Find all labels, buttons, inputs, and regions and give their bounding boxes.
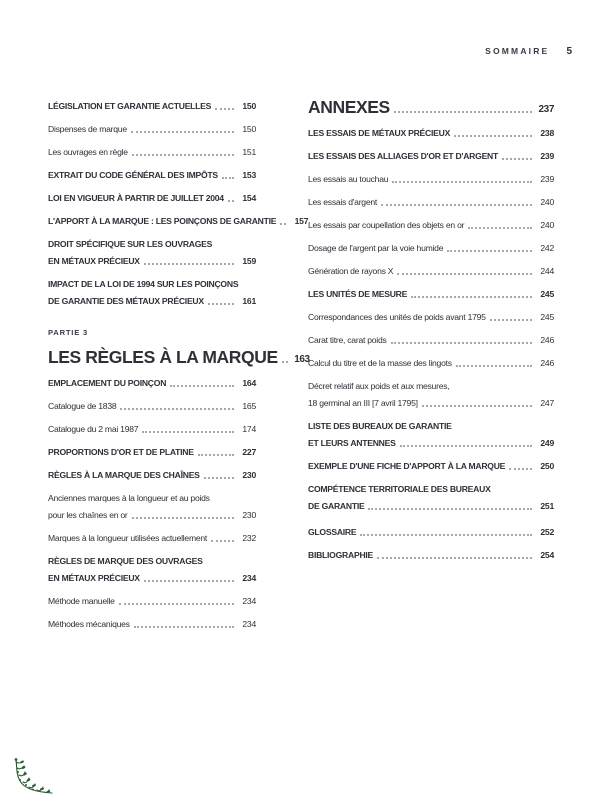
dot-leader bbox=[282, 361, 288, 363]
dot-leader bbox=[381, 204, 532, 206]
toc-entry-label: LES UNITÉS DE MESURE bbox=[308, 289, 408, 299]
toc-entry-label: RÈGLES À LA MARQUE DES CHAÎNES bbox=[48, 470, 200, 480]
toc-entry bbox=[48, 278, 256, 307]
page-ref: 246 bbox=[540, 358, 554, 368]
toc-entry-label: LES ESSAIS DES ALLIAGES D'OR ET D'ARGENT bbox=[308, 151, 499, 161]
toc-entry-label: Dosage de l'argent par la voie humide bbox=[308, 243, 444, 253]
page-ref: 157 bbox=[294, 216, 309, 226]
toc-entry bbox=[308, 127, 554, 139]
dot-leader bbox=[360, 534, 532, 536]
toc-entry bbox=[308, 288, 554, 300]
toc-entry-label: Anciennes marques à la longueur et au poids bbox=[48, 493, 210, 503]
page-ref: 237 bbox=[538, 104, 554, 115]
dot-leader bbox=[468, 227, 532, 229]
toc-section-heading bbox=[308, 97, 554, 117]
toc-entry bbox=[48, 555, 256, 584]
page-ref: 249 bbox=[540, 438, 554, 448]
toc-section-heading bbox=[48, 347, 310, 367]
dot-leader bbox=[368, 508, 532, 510]
toc-entry bbox=[48, 377, 256, 389]
dot-leader bbox=[215, 108, 234, 110]
toc-entry-label: EXTRAIT DU CODE GÉNÉRAL DES IMPÔTS bbox=[48, 170, 218, 180]
page-ref: 246 bbox=[540, 335, 554, 345]
toc-entry-label: DE GARANTIE DES MÉTAUX PRÉCIEUX bbox=[48, 296, 204, 306]
dot-leader bbox=[132, 154, 234, 156]
toc-entry bbox=[48, 618, 256, 630]
dot-leader bbox=[502, 158, 532, 160]
toc-entry bbox=[48, 123, 256, 135]
toc-entry bbox=[48, 400, 256, 412]
dot-leader bbox=[392, 181, 532, 183]
toc-entry-label: EN MÉTAUX PRÉCIEUX bbox=[48, 573, 140, 583]
toc-entry bbox=[48, 469, 256, 481]
dot-leader bbox=[119, 603, 234, 605]
toc-entry-label: pour les chaînes en or bbox=[48, 510, 128, 520]
toc-entry-label: Catalogue du 2 mai 1987 bbox=[48, 424, 139, 434]
dot-leader bbox=[222, 177, 234, 179]
toc-entry-label: LES ESSAIS DE MÉTAUX PRÉCIEUX bbox=[308, 128, 451, 138]
toc-entry bbox=[48, 215, 309, 227]
toc-entry bbox=[308, 173, 554, 185]
page-header bbox=[485, 46, 572, 57]
page-ref: 234 bbox=[242, 573, 256, 583]
dot-leader bbox=[211, 540, 234, 542]
toc-entry bbox=[308, 311, 554, 323]
dot-leader bbox=[391, 342, 532, 344]
toc-entry bbox=[308, 483, 554, 512]
toc-entry bbox=[308, 265, 554, 277]
toc-entry-label: LES RÈGLES À LA MARQUE bbox=[48, 347, 278, 367]
toc-entry bbox=[308, 380, 554, 409]
toc-entry-label: LOI EN VIGUEUR À PARTIR DE JUILLET 2004 bbox=[48, 193, 224, 203]
toc-entry-label: Marques à la longueur utilisées actuellement bbox=[48, 533, 208, 543]
page-ref: 242 bbox=[540, 243, 554, 253]
page-ref: 161 bbox=[242, 296, 256, 306]
toc-entry-label: 18 germinal an III [7 avril 1795] bbox=[308, 398, 418, 408]
dot-leader bbox=[208, 303, 234, 305]
toc-entry-label: GLOSSAIRE bbox=[308, 527, 357, 537]
toc-entry bbox=[48, 492, 256, 521]
dot-leader bbox=[144, 263, 234, 265]
toc-entry-label: LISTE DES BUREAUX DE GARANTIE bbox=[308, 421, 452, 431]
page-ref: 227 bbox=[242, 447, 256, 457]
toc-entry bbox=[308, 549, 554, 561]
dot-leader bbox=[131, 131, 234, 133]
dot-leader bbox=[134, 626, 234, 628]
dot-leader bbox=[144, 580, 234, 582]
toc-entry-label: RÈGLES DE MARQUE DES OUVRAGES bbox=[48, 556, 203, 566]
dot-leader bbox=[454, 135, 532, 137]
toc-entry-label: EN MÉTAUX PRÉCIEUX bbox=[48, 256, 140, 266]
dot-leader bbox=[422, 405, 532, 407]
toc-entry bbox=[308, 526, 554, 538]
toc-entry bbox=[308, 150, 554, 162]
toc-entry bbox=[48, 532, 256, 544]
toc-entry bbox=[308, 357, 554, 369]
toc-entry-label: Les essais d'argent bbox=[308, 197, 378, 207]
toc-entry-label: L'APPORT À LA MARQUE : LES POINÇONS DE GARANTIE bbox=[48, 216, 277, 226]
toc-entry bbox=[48, 100, 256, 112]
page-ref: 150 bbox=[242, 124, 256, 134]
toc-entry-label: DE GARANTIE bbox=[308, 501, 365, 511]
folio-page-number: 5 bbox=[566, 46, 572, 57]
toc-entry bbox=[48, 423, 256, 435]
toc-column-right bbox=[308, 95, 554, 572]
page-ref: 163 bbox=[294, 354, 310, 365]
toc-entry-label: Carat titre, carat poids bbox=[308, 335, 387, 345]
toc-entry bbox=[48, 146, 256, 158]
page-ref: 154 bbox=[242, 193, 256, 203]
dot-leader bbox=[120, 408, 234, 410]
page-ref: 164 bbox=[242, 378, 256, 388]
page-ref: 245 bbox=[540, 312, 554, 322]
page-ref: 250 bbox=[540, 461, 554, 471]
page-ref: 240 bbox=[540, 197, 554, 207]
page-ref: 174 bbox=[242, 424, 256, 434]
page-ref: 247 bbox=[540, 398, 554, 408]
dot-leader bbox=[170, 385, 234, 387]
toc-entry-label: Méthode manuelle bbox=[48, 596, 115, 606]
toc-entry bbox=[308, 460, 554, 472]
page-ref: 252 bbox=[540, 527, 554, 537]
page-ref: 159 bbox=[242, 256, 256, 266]
dot-leader bbox=[397, 273, 532, 275]
toc-entry bbox=[48, 169, 256, 181]
toc-entry bbox=[308, 334, 554, 346]
dot-leader bbox=[447, 250, 532, 252]
dot-leader bbox=[204, 477, 234, 479]
dot-leader bbox=[280, 223, 286, 225]
page-ref: 238 bbox=[540, 128, 554, 138]
toc-entry-label: ET LEURS ANTENNES bbox=[308, 438, 396, 448]
toc-entry-label: Décret relatif aux poids et aux mesures, bbox=[308, 381, 450, 391]
page-ref: 165 bbox=[242, 401, 256, 411]
toc-entry bbox=[308, 219, 554, 231]
toc-entry-label: Calcul du titre et de la masse des lingots bbox=[308, 358, 452, 368]
page-ref: 239 bbox=[540, 151, 554, 161]
toc-entry bbox=[308, 196, 554, 208]
toc-entry-label: Les essais au touchau bbox=[308, 174, 389, 184]
page-ref: 232 bbox=[242, 533, 256, 543]
toc-entry-label: Les ouvrages en règle bbox=[48, 147, 128, 157]
toc-column-left bbox=[48, 100, 310, 641]
page-ref: 240 bbox=[540, 220, 554, 230]
toc-entry bbox=[48, 192, 256, 204]
toc-entry-label: EXEMPLE D'UNE FICHE D'APPORT À LA MARQUE bbox=[308, 461, 506, 471]
page-ref: 153 bbox=[242, 170, 256, 180]
dot-leader bbox=[411, 296, 532, 298]
page-ref: 230 bbox=[242, 510, 256, 520]
dot-leader bbox=[198, 454, 234, 456]
dot-leader bbox=[490, 319, 532, 321]
toc-entry bbox=[48, 238, 256, 267]
dot-leader bbox=[394, 111, 532, 113]
page-ref: 254 bbox=[540, 550, 554, 560]
page-ref: 245 bbox=[540, 289, 554, 299]
toc-entry bbox=[308, 420, 554, 449]
toc-entry-label: PROPORTIONS D'OR ET DE PLATINE bbox=[48, 447, 194, 457]
dot-leader bbox=[509, 468, 532, 470]
toc-entry bbox=[308, 242, 554, 254]
dot-leader bbox=[142, 431, 234, 433]
toc-entry-label: IMPACT DE LA LOI DE 1994 SUR LES POINÇONS bbox=[48, 279, 239, 289]
page-ref: 244 bbox=[540, 266, 554, 276]
toc-entry-label: Correspondances des unités de poids avant 1795 bbox=[308, 312, 486, 322]
toc-entry-label: DROIT SPÉCIFIQUE SUR LES OUVRAGES bbox=[48, 239, 213, 249]
dot-leader bbox=[400, 445, 532, 447]
toc-entry-label: Méthodes mécaniques bbox=[48, 619, 130, 629]
dot-leader bbox=[456, 365, 532, 367]
toc-entry-label: COMPÉTENCE TERRITORIALE DES BUREAUX bbox=[308, 484, 491, 494]
toc-entry-label: Dispenses de marque bbox=[48, 124, 127, 134]
toc-entry-label: Catalogue de 1838 bbox=[48, 401, 117, 411]
dot-leader bbox=[228, 200, 234, 202]
toc-entry-label: Génération de rayons X bbox=[308, 266, 394, 276]
dot-leader bbox=[132, 517, 234, 519]
toc-entry-label: EMPLACEMENT DU POINÇON bbox=[48, 378, 167, 388]
toc-entry bbox=[48, 595, 256, 607]
page-ref: 234 bbox=[242, 619, 256, 629]
page-ref: 234 bbox=[242, 596, 256, 606]
toc-entry-label: Les essais par coupellation des objets en or bbox=[308, 220, 465, 230]
toc-entry-label: LÉGISLATION ET GARANTIE ACTUELLES bbox=[48, 101, 212, 111]
page-ref: 251 bbox=[540, 501, 554, 511]
page-ref: 150 bbox=[242, 101, 256, 111]
page-ref: 151 bbox=[242, 147, 256, 157]
dot-leader bbox=[377, 557, 532, 559]
toc-entry-label: BIBLIOGRAPHIE bbox=[308, 550, 374, 560]
running-head: SOMMAIRE bbox=[485, 46, 550, 56]
page-ref: 230 bbox=[242, 470, 256, 480]
part-label: PARTIE 3 bbox=[48, 328, 89, 337]
page-ref: 239 bbox=[540, 174, 554, 184]
toc-entry-label: ANNEXES bbox=[308, 97, 390, 117]
toc-entry bbox=[48, 446, 256, 458]
floral-corner-ornament-icon bbox=[12, 758, 54, 796]
